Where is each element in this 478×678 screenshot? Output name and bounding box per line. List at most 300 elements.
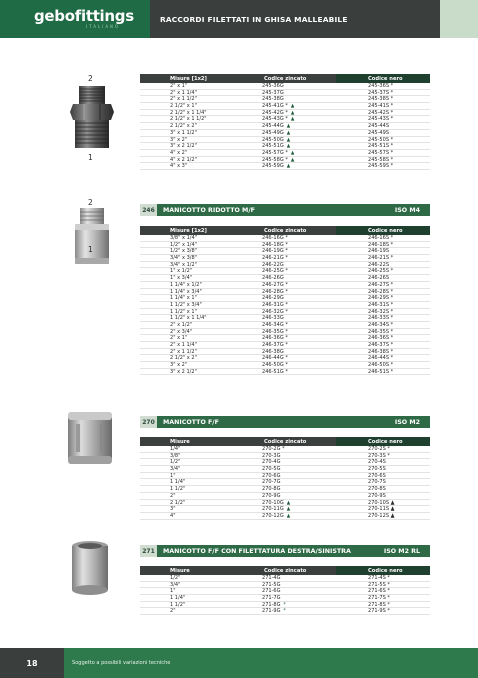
table-row bbox=[140, 242, 430, 249]
cell-codice-nero: 270-8S bbox=[368, 486, 386, 493]
brand-logo bbox=[0, 0, 150, 38]
cell-misure: 3" x 2" bbox=[170, 136, 188, 143]
table-header bbox=[140, 74, 430, 83]
cell-misure: 2" x 3/4" bbox=[170, 328, 193, 335]
cell-misure: 3/4" bbox=[170, 581, 181, 588]
cell-codice-nero: 270-4S bbox=[368, 459, 386, 466]
cell-misure: 3/8" x 1/4" bbox=[170, 235, 197, 241]
cell-codice-nero: 246-25S * bbox=[368, 268, 394, 275]
zincato-code: 271-5G bbox=[262, 581, 281, 588]
cell-codice-nero: 246-28S * bbox=[368, 288, 394, 295]
availability-mark: ▲ bbox=[290, 149, 295, 156]
cell-misure: 1 1/2" x 1" bbox=[170, 308, 197, 315]
header-accent-stripe bbox=[440, 0, 478, 38]
availability-mark: ▲ bbox=[286, 163, 291, 170]
zincato-code: 271-4G bbox=[262, 575, 281, 581]
cell-codice-nero: 245-57S * bbox=[368, 149, 394, 156]
cell-misure: 4" x 2" bbox=[170, 149, 188, 156]
cell-misure: 1/4" bbox=[170, 446, 181, 452]
table-row bbox=[140, 309, 430, 316]
availability-mark: ▲ bbox=[290, 103, 295, 110]
cell-codice-nero: 246-50S * bbox=[368, 362, 394, 369]
cell-misure: 4" x 3" bbox=[170, 163, 188, 170]
section-iso-code: ISO M4 bbox=[395, 204, 430, 216]
cell-codice-nero: 245-38S * bbox=[368, 96, 394, 103]
zincato-code: 246-38G bbox=[262, 348, 284, 355]
cell-codice-zincato bbox=[238, 582, 336, 588]
cell-misure: 1/2" bbox=[170, 459, 181, 466]
cell-codice-zincato bbox=[238, 602, 336, 608]
cell-codice-nero: 245-42S * bbox=[368, 109, 394, 116]
cell-codice-nero: 271-4S * bbox=[368, 575, 390, 581]
col-misure: Misure [1x2] bbox=[140, 74, 238, 83]
col-codice-nero: Codice nero bbox=[336, 226, 430, 235]
cell-codice-nero: 246-22S bbox=[368, 261, 390, 268]
zincato-code: 246-44G * bbox=[262, 355, 288, 362]
table-row bbox=[140, 302, 430, 309]
cell-codice-zincato bbox=[238, 235, 336, 241]
table-row bbox=[140, 575, 430, 582]
zincato-code: 246-51G * bbox=[262, 368, 288, 375]
cell-misure: 1 1/2" x 3/4" bbox=[170, 301, 202, 308]
cell-codice-zincato bbox=[238, 595, 336, 601]
zincato-code: 271-6G bbox=[262, 588, 281, 595]
col-misure: Misure [1x2] bbox=[140, 226, 238, 235]
availability-mark: ▲ bbox=[286, 499, 291, 506]
cell-codice-nero: 246-35S * bbox=[368, 328, 394, 335]
availability-mark: ▲ bbox=[286, 143, 291, 150]
cell-codice-nero: 271-5S * bbox=[368, 581, 390, 588]
cell-codice-zincato bbox=[238, 289, 336, 295]
table-row bbox=[140, 588, 430, 595]
table-row bbox=[140, 335, 430, 342]
table-row bbox=[140, 96, 430, 103]
col-misure: Misure bbox=[140, 437, 238, 446]
cell-misure: 2" x 1 1/2" bbox=[170, 96, 197, 103]
zincato-code: 270-9G bbox=[262, 492, 281, 499]
table-row bbox=[140, 362, 430, 369]
table-header bbox=[140, 566, 430, 575]
zincato-code: 246-22G bbox=[262, 261, 284, 268]
page-header bbox=[0, 0, 478, 38]
cell-misure: 1 1/2" x 1 1/4" bbox=[170, 315, 207, 322]
cell-codice-nero: 245-59S * bbox=[368, 163, 394, 170]
cell-misure: 1/2" bbox=[170, 575, 181, 581]
table-row bbox=[140, 255, 430, 262]
table-row bbox=[140, 110, 430, 117]
table-row bbox=[140, 315, 430, 322]
table-row bbox=[140, 248, 430, 255]
socket-ff-image bbox=[66, 410, 114, 466]
dimension-marker-2: 2 bbox=[88, 198, 93, 207]
cell-misure: 2" x 1" bbox=[170, 335, 188, 342]
cell-misure: 3" x 2 1/2" bbox=[170, 368, 197, 375]
cell-codice-nero: 245-43S * bbox=[368, 116, 394, 123]
reducing-nipple-image bbox=[70, 86, 114, 152]
availability-mark: ▲ bbox=[290, 156, 295, 163]
cell-misure: 2" bbox=[170, 608, 176, 615]
cell-misure: 2 1/2" bbox=[170, 499, 186, 506]
cell-codice-zincato bbox=[238, 282, 336, 288]
section-title: MANICOTTO RIDOTTO M/F bbox=[157, 204, 395, 216]
table-row bbox=[140, 500, 430, 507]
zincato-code: 245-50G bbox=[262, 136, 284, 143]
table-row bbox=[140, 329, 430, 336]
table-row bbox=[140, 608, 430, 615]
table-row bbox=[140, 157, 430, 164]
col-codice-zincato: Codice zincato bbox=[238, 437, 336, 446]
table-row bbox=[140, 473, 430, 480]
page-title: RACCORDI FILETTATI IN GHISA MALLEABILE bbox=[160, 14, 348, 24]
zincato-code: 245-51G bbox=[262, 143, 284, 150]
cell-codice-nero: 246-31S * bbox=[368, 301, 394, 308]
zincato-code: 270-8G bbox=[262, 486, 281, 493]
cell-codice-zincato bbox=[238, 143, 336, 149]
table-row bbox=[140, 369, 430, 376]
socket-ff-rl-image bbox=[70, 540, 110, 596]
cell-codice-nero: 246-18S * bbox=[368, 241, 394, 248]
cell-codice-nero: 245-50S * bbox=[368, 136, 394, 143]
table-row bbox=[140, 295, 430, 302]
cell-misure: 2 1/2" x 1" bbox=[170, 103, 197, 110]
zincato-code: 270-11G bbox=[262, 506, 284, 513]
table-row bbox=[140, 582, 430, 589]
cell-codice-zincato bbox=[238, 255, 336, 261]
cell-codice-nero: 270-11S ▲ bbox=[368, 506, 395, 513]
cell-codice-zincato bbox=[238, 116, 336, 122]
cell-misure: 4" bbox=[170, 512, 176, 519]
table-row bbox=[140, 466, 430, 473]
cell-codice-nero: 271-7S * bbox=[368, 595, 390, 602]
cell-codice-zincato bbox=[238, 163, 336, 169]
section-number: 271 bbox=[140, 545, 157, 557]
cell-codice-zincato bbox=[238, 157, 336, 163]
availability-mark: ▲ bbox=[286, 506, 291, 513]
table-245 bbox=[140, 74, 430, 170]
cell-codice-zincato bbox=[238, 355, 336, 361]
cell-codice-nero: 246-27S * bbox=[368, 281, 394, 288]
cell-codice-nero: 270-10S ▲ bbox=[368, 499, 395, 506]
availability-mark: ▲ bbox=[286, 129, 291, 136]
zincato-code: 245-49G bbox=[262, 129, 284, 136]
cell-codice-nero: 246-21S * bbox=[368, 255, 394, 262]
table-246 bbox=[140, 226, 430, 375]
section-bar-271 bbox=[140, 545, 430, 557]
table-row bbox=[140, 355, 430, 362]
cell-codice-zincato bbox=[238, 110, 336, 116]
cell-misure: 2 1/2" x 2" bbox=[170, 355, 197, 362]
zincato-code: 246-33G bbox=[262, 315, 284, 322]
zincato-code: 271-9G bbox=[262, 608, 281, 615]
cell-codice-nero: 270-7S bbox=[368, 479, 386, 486]
cell-codice-zincato bbox=[238, 588, 336, 594]
zincato-code: 246-34G * bbox=[262, 321, 288, 328]
cell-misure: 2" x 1/2" bbox=[170, 321, 193, 328]
cell-codice-zincato bbox=[238, 329, 336, 335]
cell-codice-zincato bbox=[238, 342, 336, 348]
zincato-code: 245-58G * bbox=[262, 156, 288, 163]
cell-misure: 1" bbox=[170, 588, 176, 595]
zincato-code: 246-37G * bbox=[262, 342, 288, 348]
cell-misure: 1 1/2" bbox=[170, 601, 186, 608]
zincato-code: 270-10G bbox=[262, 499, 284, 506]
cell-codice-zincato bbox=[238, 479, 336, 485]
cell-codice-nero: 246-32S * bbox=[368, 308, 394, 315]
zincato-code: 245-38G bbox=[262, 96, 284, 103]
cell-codice-nero: 246-36S * bbox=[368, 335, 394, 342]
zincato-code: 246-27G * bbox=[262, 281, 288, 288]
cell-misure: 1 1/4" bbox=[170, 479, 186, 486]
cell-codice-zincato bbox=[238, 335, 336, 341]
table-row bbox=[140, 446, 430, 453]
cell-codice-zincato bbox=[238, 608, 336, 614]
cell-misure: 1 1/4" x 1/2" bbox=[170, 281, 202, 288]
zincato-code: 246-21G * bbox=[262, 255, 288, 262]
cell-codice-nero: 246-19S bbox=[368, 248, 390, 255]
dimension-marker-1: 1 bbox=[88, 245, 93, 254]
cell-codice-zincato bbox=[238, 262, 336, 268]
cell-codice-nero: 270-12S ▲ bbox=[368, 512, 395, 519]
table-row bbox=[140, 479, 430, 486]
logo-subtext: ITALIANO bbox=[86, 23, 121, 29]
zincato-code: 246-28G * bbox=[262, 288, 288, 295]
cell-misure: 2" bbox=[170, 492, 176, 499]
section-number: 246 bbox=[140, 204, 157, 216]
logo-text: gebofittings bbox=[34, 6, 134, 25]
cell-codice-nero: 271-6S * bbox=[368, 588, 390, 595]
cell-misure: 1" x 3/4" bbox=[170, 275, 193, 282]
dimension-marker-2: 2 bbox=[88, 74, 93, 83]
cell-codice-zincato bbox=[238, 369, 336, 375]
cell-codice-zincato bbox=[238, 446, 336, 452]
availability-mark: ▲ bbox=[290, 109, 295, 116]
table-row bbox=[140, 275, 430, 282]
page-number: 18 bbox=[0, 648, 64, 678]
cell-misure: 3/4" x 3/8" bbox=[170, 255, 197, 262]
zincato-code: 246-16G * bbox=[262, 235, 288, 241]
cell-codice-nero: 246-33S * bbox=[368, 315, 394, 322]
table-row bbox=[140, 103, 430, 110]
cell-codice-zincato bbox=[238, 459, 336, 465]
cell-misure: 1 1/4" x 1" bbox=[170, 295, 197, 302]
table-row bbox=[140, 453, 430, 460]
cell-misure: 3" x 1 1/2" bbox=[170, 129, 197, 136]
zincato-code: 270-5G bbox=[262, 466, 281, 473]
table-row bbox=[140, 262, 430, 269]
col-codice-zincato: Codice zincato bbox=[238, 566, 336, 575]
zincato-code: 271-8G bbox=[262, 601, 281, 608]
section-iso-code: ISO M2 bbox=[395, 416, 430, 428]
zincato-code: 246-32G * bbox=[262, 308, 288, 315]
cell-codice-nero: 270-2S * bbox=[368, 446, 390, 452]
section-title: MANICOTTO F/F bbox=[157, 416, 395, 428]
cell-misure: 1" bbox=[170, 472, 176, 479]
cell-codice-zincato bbox=[238, 500, 336, 506]
zincato-code: 246-36G * bbox=[262, 335, 288, 342]
table-row bbox=[140, 513, 430, 520]
cell-codice-zincato bbox=[238, 362, 336, 368]
table-row bbox=[140, 282, 430, 289]
table-row bbox=[140, 150, 430, 157]
availability-mark: * bbox=[283, 601, 286, 608]
cell-codice-nero: 270-3S * bbox=[368, 452, 390, 459]
col-codice-nero: Codice nero bbox=[336, 566, 430, 575]
col-codice-nero: Codice nero bbox=[336, 74, 430, 83]
zincato-code: 246-50G * bbox=[262, 362, 288, 369]
cell-misure: 3" bbox=[170, 506, 176, 513]
cell-codice-zincato bbox=[238, 137, 336, 143]
cell-codice-zincato bbox=[238, 513, 336, 519]
cell-misure: 2 1/2" x 1 1/2" bbox=[170, 116, 207, 123]
table-row bbox=[140, 459, 430, 466]
zincato-code: 245-59G bbox=[262, 163, 284, 170]
cell-codice-zincato bbox=[238, 123, 336, 129]
table-row bbox=[140, 90, 430, 97]
cell-codice-zincato bbox=[238, 150, 336, 156]
cell-codice-zincato bbox=[238, 83, 336, 89]
table-row bbox=[140, 349, 430, 356]
table-row bbox=[140, 268, 430, 275]
zincato-code: 245-42G * bbox=[262, 109, 288, 116]
zincato-code: 245-41G * bbox=[262, 103, 288, 110]
cell-codice-nero: 246-16S * bbox=[368, 235, 394, 241]
cell-codice-nero: 271-9S * bbox=[368, 608, 390, 615]
cell-codice-zincato bbox=[238, 268, 336, 274]
cell-codice-nero: 245-58S * bbox=[368, 156, 394, 163]
cell-codice-nero: 246-34S * bbox=[368, 321, 394, 328]
table-row bbox=[140, 486, 430, 493]
zincato-code: 246-19G * bbox=[262, 248, 288, 255]
cell-codice-zincato bbox=[238, 90, 336, 96]
table-row bbox=[140, 322, 430, 329]
zincato-code: 270-2G * bbox=[262, 446, 285, 452]
cell-codice-nero: 246-29S * bbox=[368, 295, 394, 302]
cell-misure: 3" x 2" bbox=[170, 362, 188, 369]
cell-codice-zincato bbox=[238, 506, 336, 512]
zincato-code: 270-3G bbox=[262, 452, 281, 459]
cell-codice-nero: 245-49S bbox=[368, 129, 390, 136]
cell-misure: 3" x 2 1/2" bbox=[170, 143, 197, 150]
table-row bbox=[140, 235, 430, 242]
cell-misure: 1/2" x 3/8" bbox=[170, 248, 197, 255]
table-row bbox=[140, 130, 430, 137]
cell-codice-nero: 246-38S * bbox=[368, 348, 394, 355]
zincato-code: 270-4G bbox=[262, 459, 281, 466]
section-iso-code: ISO M2 RL bbox=[384, 545, 430, 557]
availability-mark: ▲ bbox=[286, 512, 291, 519]
cell-codice-zincato bbox=[238, 453, 336, 459]
cell-codice-zincato bbox=[238, 248, 336, 254]
cell-codice-nero: 246-51S * bbox=[368, 368, 394, 375]
zincato-code: 246-31G * bbox=[262, 301, 288, 308]
table-row bbox=[140, 506, 430, 513]
cell-codice-zincato bbox=[238, 275, 336, 281]
table-row bbox=[140, 123, 430, 130]
zincato-code: 245-44G bbox=[262, 123, 284, 130]
cell-codice-nero: 271-8S * bbox=[368, 601, 390, 608]
cell-misure: 1 1/2" bbox=[170, 486, 186, 493]
zincato-code: 246-26G bbox=[262, 275, 284, 282]
cell-codice-zincato bbox=[238, 322, 336, 328]
cell-misure: 1 1/4" bbox=[170, 595, 186, 602]
table-row bbox=[140, 602, 430, 609]
cell-misure: 3/8" bbox=[170, 452, 181, 459]
cell-codice-nero: 246-44S * bbox=[368, 355, 394, 362]
section-bar-270 bbox=[140, 416, 430, 428]
cell-misure: 1" x 1/2" bbox=[170, 268, 193, 275]
cell-codice-nero: 270-6S bbox=[368, 472, 386, 479]
table-271 bbox=[140, 566, 430, 615]
table-header bbox=[140, 226, 430, 235]
cell-misure: 3/4" x 1/2" bbox=[170, 261, 197, 268]
zincato-code: 245-57G * bbox=[262, 149, 288, 156]
cell-codice-zincato bbox=[238, 302, 336, 308]
table-row bbox=[140, 493, 430, 500]
section-number: 270 bbox=[140, 416, 157, 428]
cell-codice-nero: 270-9S bbox=[368, 492, 386, 499]
cell-codice-zincato bbox=[238, 486, 336, 492]
dimension-marker-1: 1 bbox=[88, 153, 93, 162]
cell-misure: 2" x 1 1/2" bbox=[170, 348, 197, 355]
zincato-code: 246-35G * bbox=[262, 328, 288, 335]
cell-codice-nero: 245-36S * bbox=[368, 83, 394, 89]
table-270 bbox=[140, 437, 430, 520]
cell-codice-zincato bbox=[238, 315, 336, 321]
zincato-code: 245-43G * bbox=[262, 116, 288, 123]
cell-misure: 2 1/2" x 1 1/4" bbox=[170, 109, 207, 116]
reducing-socket-image bbox=[72, 208, 112, 266]
cell-codice-zincato bbox=[238, 103, 336, 109]
zincato-code: 270-12G bbox=[262, 512, 284, 519]
col-codice-nero: Codice nero bbox=[336, 437, 430, 446]
col-codice-zincato: Codice zincato bbox=[238, 74, 336, 83]
zincato-code: 246-25G * bbox=[262, 268, 288, 275]
cell-codice-zincato bbox=[238, 242, 336, 248]
availability-mark: ▲ bbox=[286, 136, 291, 143]
availability-mark: * bbox=[283, 608, 286, 615]
zincato-code: 246-18G * bbox=[262, 241, 288, 248]
cell-misure: 1 1/4" x 3/4" bbox=[170, 288, 202, 295]
section-bar-246 bbox=[140, 204, 430, 216]
table-header bbox=[140, 437, 430, 446]
cell-codice-zincato bbox=[238, 349, 336, 355]
cell-misure: 2" x 1 1/4" bbox=[170, 89, 197, 96]
col-misure: Misure bbox=[140, 566, 238, 575]
zincato-code: 245-36G bbox=[262, 83, 284, 89]
cell-misure: 2" x 1" bbox=[170, 83, 188, 89]
cell-misure: 2 1/2" x 2" bbox=[170, 123, 197, 130]
cell-codice-nero: 246-37S * bbox=[368, 342, 394, 348]
cell-codice-nero: 245-41S * bbox=[368, 103, 394, 110]
zincato-code: 270-7G bbox=[262, 479, 281, 486]
cell-misure: 1/2" x 1/4" bbox=[170, 241, 197, 248]
zincato-code: 271-7G bbox=[262, 595, 281, 602]
cell-codice-nero: 245-37S * bbox=[368, 89, 394, 96]
cell-codice-zincato bbox=[238, 295, 336, 301]
header-title-bar bbox=[150, 0, 440, 38]
availability-mark: ▲ bbox=[290, 116, 295, 123]
zincato-code: 245-37G bbox=[262, 89, 284, 96]
table-row bbox=[140, 137, 430, 144]
table-row bbox=[140, 289, 430, 296]
table-row bbox=[140, 163, 430, 170]
cell-codice-zincato bbox=[238, 96, 336, 102]
cell-misure: 3/4" bbox=[170, 466, 181, 473]
cell-misure: 2" x 1 1/4" bbox=[170, 342, 197, 348]
page-footer bbox=[0, 648, 478, 678]
cell-codice-zincato bbox=[238, 130, 336, 136]
cell-codice-zincato bbox=[238, 473, 336, 479]
